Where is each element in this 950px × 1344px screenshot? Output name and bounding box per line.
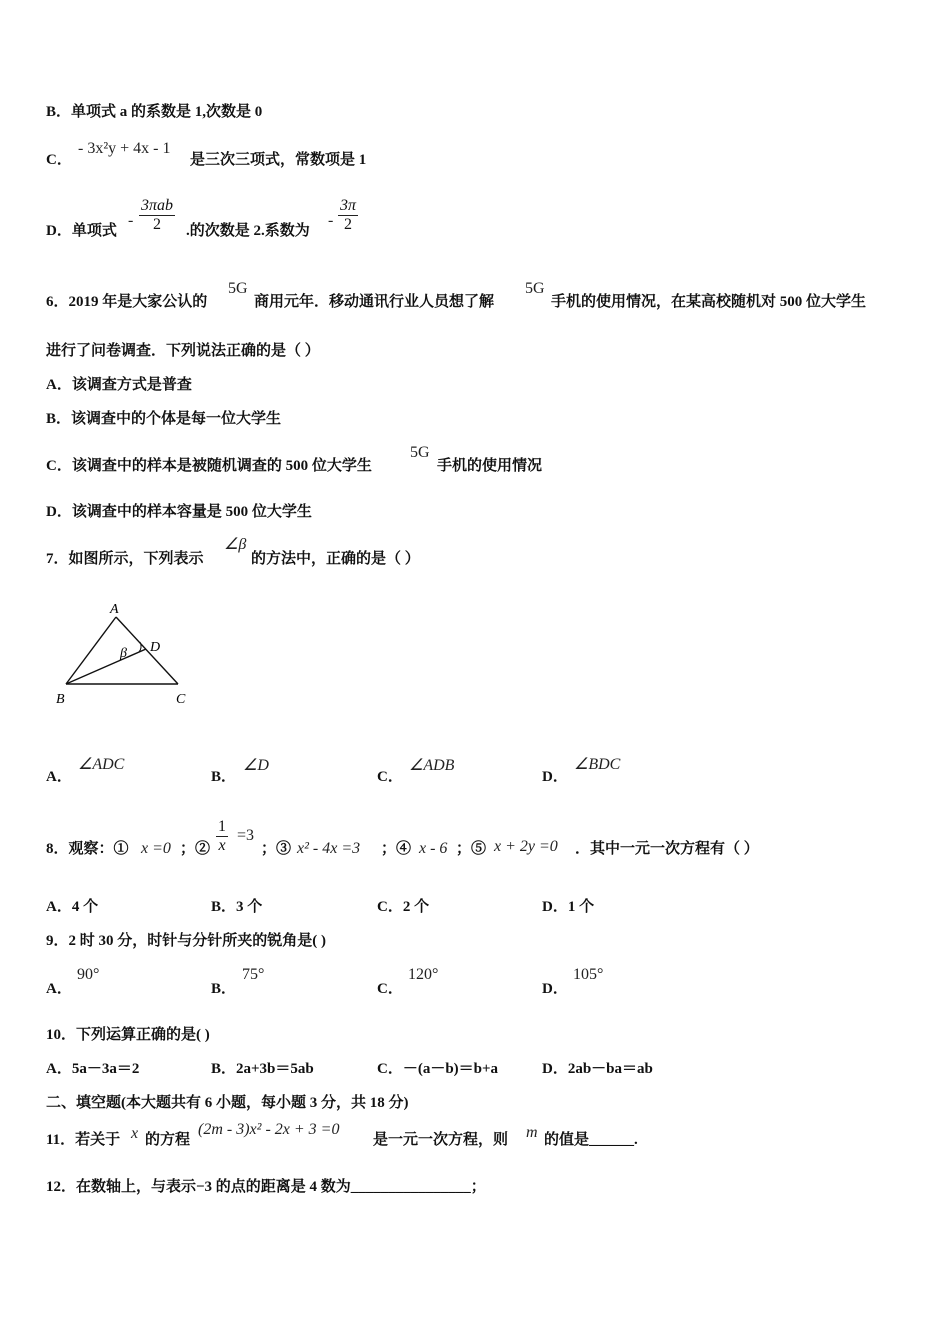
label-a: A — [110, 602, 119, 617]
q10-option-c: C．－(a－b)＝b+a — [377, 1061, 499, 1077]
q8-sep3: ；③ — [261, 841, 292, 857]
q5-option-d-minus1: - — [128, 212, 134, 229]
q7-option-c-math: ∠ADB — [409, 757, 455, 774]
q11-m-math: m — [526, 1124, 538, 1141]
q6-stem-part1: 6．2019 年是大家公认的 — [46, 294, 208, 310]
q6-stem-part2: 商用元年．移动通讯行业人员想了解 — [254, 294, 495, 310]
q8-eq2-equals: =3 — [237, 827, 255, 844]
q7-stem-part1: 7．如图所示，下列表示 — [46, 551, 204, 567]
q7-option-a-label: A． — [46, 769, 72, 785]
q5-option-c-label: C． — [46, 152, 72, 168]
q8-stem-part2: ．其中一元一次方程有（ ） — [575, 841, 759, 857]
q8-eq2-denominator: x — [216, 836, 228, 855]
q6-5g-math-3: 5G — [410, 444, 430, 461]
q5-option-c-expression: - 3x²y + 4x - 1 — [78, 140, 171, 157]
q8-eq1: x =0 — [141, 840, 171, 857]
q11-part1: 11．若关于 — [46, 1132, 121, 1148]
q7-option-b-label: B． — [211, 769, 237, 785]
q7-stem-part2: 的方法中，正确的是（ ） — [251, 551, 420, 567]
q10-stem: 10．下列运算正确的是( ) — [46, 1027, 210, 1043]
segment-bd — [66, 649, 146, 684]
label-b: B — [56, 692, 65, 707]
label-d: D — [150, 640, 161, 655]
label-beta: β — [120, 646, 127, 661]
q5-option-d-fraction1 — [139, 197, 175, 234]
q9-option-c-label: C． — [377, 981, 403, 997]
q6-option-b: B．该调查中的个体是每一位大学生 — [46, 411, 282, 427]
q10-option-a: A．5a－3a＝2 — [46, 1061, 140, 1077]
label-c: C — [176, 692, 186, 707]
q7-beta-math: ∠β — [224, 536, 247, 553]
q8-sep4: ；④ — [381, 841, 412, 857]
q8-option-a: A．4 个 — [46, 899, 99, 915]
q9-option-a-math: 90° — [77, 966, 100, 983]
q9-option-d-label: D． — [542, 981, 568, 997]
q5-option-d-minus2: - — [328, 212, 334, 229]
q8-eq2-fraction — [216, 818, 228, 855]
q7-option-a-math: ∠ADC — [78, 756, 125, 773]
q10-option-b: B．2a+3b＝5ab — [211, 1061, 314, 1077]
q11-part4: 的值是______. — [544, 1132, 638, 1148]
q8-option-b: B．3 个 — [211, 899, 263, 915]
side-ab — [66, 617, 116, 684]
q5-option-d-numerator1: 3πab — [141, 197, 174, 214]
q9-option-d-math: 105° — [573, 966, 604, 983]
q6-option-d: D．该调查中的样本容量是 500 位大学生 — [46, 504, 312, 520]
q9-stem: 9．2 时 30 分，时针与分针所夹的锐角是( ) — [46, 933, 326, 949]
q8-stem-part1: 8．观察：① — [46, 841, 129, 857]
q5-option-b: B．单项式 a 的系数是 1,次数是 0 — [46, 104, 263, 120]
q6-5g-math-1: 5G — [228, 280, 248, 297]
q6-option-c: C．该调查中的样本是被随机调查的 500 位大学生 — [46, 458, 372, 474]
q5-option-d-numerator2: 3π — [340, 197, 357, 214]
q7-option-d-math: ∠BDC — [574, 756, 621, 773]
q8-eq4: x - 6 — [419, 840, 448, 857]
q11-equation: (2m - 3)x² - 2x + 3 =0 — [198, 1121, 340, 1138]
q9-option-c-math: 120° — [408, 966, 439, 983]
q6-5g-math-2: 5G — [525, 280, 545, 297]
q8-eq3: x² - 4x =3 — [297, 840, 361, 857]
q5-option-d-denominator1: 2 — [153, 216, 161, 233]
q5-option-d-middle: .的次数是 2.系数为 — [186, 223, 310, 239]
q7-option-c-label: C． — [377, 769, 403, 785]
q8-sep5: ；⑤ — [456, 841, 487, 857]
q8-eq5: x + 2y =0 — [494, 838, 558, 855]
q5-option-d-denominator2: 2 — [344, 216, 352, 233]
q8-eq2-numerator: 1 — [218, 818, 226, 835]
q7-triangle-figure — [50, 596, 200, 712]
q6-option-c-tail: 手机的使用情况 — [437, 458, 543, 474]
q8-option-c: C．2 个 — [377, 899, 430, 915]
q6-option-a: A．该调查方式是普查 — [46, 377, 192, 393]
q5-option-d-label: D．单项式 — [46, 223, 117, 239]
q8-sep2: ；② — [180, 841, 211, 857]
q12-stem: 12．在数轴上，与表示−3 的点的距离是 4 数为________________； — [46, 1179, 486, 1195]
q5-option-c-text: 是三次三项式，常数项是 1 — [190, 152, 367, 168]
q5-option-d-fraction2 — [338, 197, 358, 234]
q6-stem-part3: 手机的使用情况，在某高校随机对 500 位大学生 — [551, 294, 867, 310]
q7-option-b-math: ∠D — [243, 757, 269, 774]
q10-option-d: D．2ab－ba＝ab — [542, 1061, 653, 1077]
section-2-heading: 二、填空题(本大题共有 6 小题，每小题 3 分，共 18 分) — [46, 1095, 409, 1111]
q11-x-math: x — [131, 1125, 139, 1142]
q11-part2: 的方程 — [145, 1132, 191, 1148]
q9-option-a-label: A． — [46, 981, 72, 997]
q9-option-b-label: B． — [211, 981, 237, 997]
q9-option-b-math: 75° — [242, 966, 265, 983]
q6-stem-line2: 进行了问卷调查．下列说法正确的是（ ） — [46, 343, 320, 359]
q7-option-d-label: D． — [542, 769, 568, 785]
q8-option-d: D．1 个 — [542, 899, 595, 915]
q11-part3: 是一元一次方程，则 — [373, 1132, 509, 1148]
